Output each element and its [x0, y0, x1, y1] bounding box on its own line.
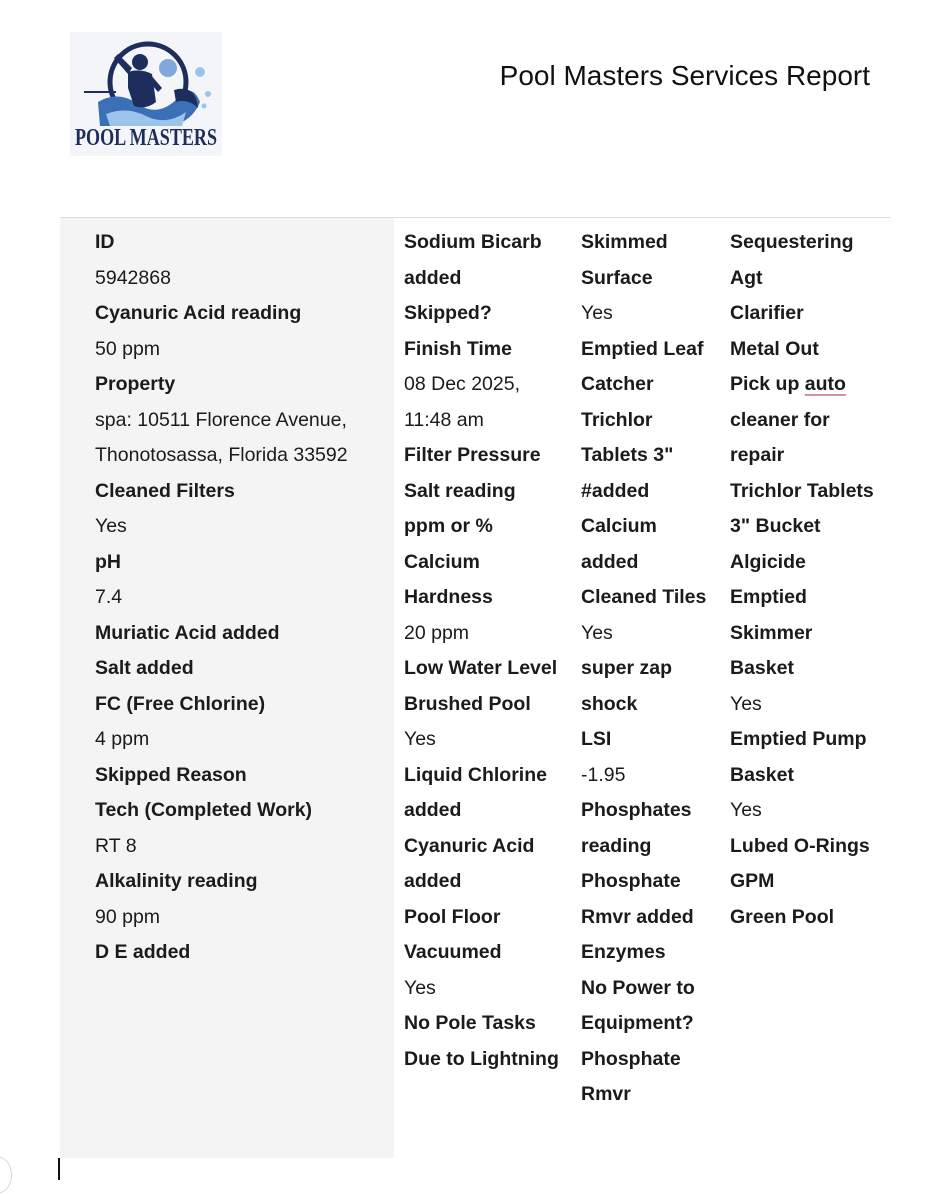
label-pick-up-text: Pick up	[730, 373, 800, 395]
label-green-pool: Green Pool	[730, 905, 835, 928]
label-trichlor-bucket-line-1: Trichlor Tablets	[730, 479, 874, 502]
label-sequestering-agt-line-1: Sequestering	[730, 231, 854, 253]
label-liquid-chlorine-line-1: Liquid Chlorine	[404, 763, 547, 786]
report-title: Pool Masters Services Report	[499, 60, 870, 91]
value-alkalinity-reading: 90 ppm	[95, 905, 161, 928]
label-salt-reading-line-1: Salt reading	[404, 479, 516, 502]
label-super-zap-shock-line-1: super zap	[581, 657, 673, 679]
label-emptied-skimmer-line-1: Emptied	[730, 586, 807, 608]
label-cyanuric-acid-reading: Cyanuric Acid reading	[95, 302, 302, 324]
label-id: ID	[95, 231, 115, 253]
label-ph: pH	[95, 550, 121, 573]
label-salt-reading-line-2: ppm or %	[404, 515, 493, 537]
label-calcium-hardness-line-1: Calcium	[404, 550, 480, 573]
label-emptied-pump-line-2: Basket	[730, 763, 794, 786]
label-skipped: Skipped?	[404, 302, 492, 324]
label-emptied-skimmer-line-3: Basket	[730, 657, 794, 679]
value-free-chlorine: 4 ppm	[95, 728, 150, 750]
value-emptied-skimmer-basket: Yes	[730, 692, 762, 715]
label-super-zap-shock-line-2: shock	[581, 692, 638, 715]
label-algicide: Algicide	[730, 550, 806, 573]
value-property-line-2: Thonotosassa, Florida 33592	[95, 444, 348, 466]
value-id: 5942868	[95, 266, 171, 289]
label-low-water-level: Low Water Level	[404, 657, 558, 679]
label-phosphates-reading-line-1: Phosphates	[581, 799, 692, 821]
label-gpm: GPM	[730, 870, 775, 892]
label-liquid-chlorine-line-2: added	[404, 799, 462, 821]
value-emptied-pump-basket: Yes	[730, 799, 762, 821]
text-cursor	[58, 1158, 60, 1180]
label-salt-added: Salt added	[95, 657, 194, 679]
label-sodium-bicarb-line-1: Sodium Bicarb	[404, 231, 542, 253]
label-trichlor-tablets-line-3: #added	[581, 479, 650, 502]
value-lsi: -1.95	[581, 763, 626, 786]
value-tech-completed-work: RT 8	[95, 834, 137, 857]
label-emptied-leaf-catcher-line-2: Catcher	[581, 373, 654, 395]
label-pool-floor-vacuumed-line-1: Pool Floor	[404, 905, 501, 928]
label-no-power-line-1: No Power to	[581, 976, 695, 999]
label-enzymes: Enzymes	[581, 941, 666, 963]
label-skipped-reason: Skipped Reason	[95, 763, 247, 786]
label-pick-up-auto-cleaner-line-1	[730, 367, 874, 403]
column-1	[95, 225, 348, 971]
label-lubed-o-rings: Lubed O-Rings	[730, 834, 870, 857]
label-property: Property	[95, 373, 176, 395]
value-property-line-1: spa: 10511 Florence Avenue,	[95, 408, 347, 431]
label-lsi: LSI	[581, 728, 612, 750]
label-skimmed-surface-line-1: Skimmed	[581, 231, 668, 253]
label-tech-completed-work: Tech (Completed Work)	[95, 799, 313, 821]
label-clarifier: Clarifier	[730, 302, 804, 324]
pool-masters-logo	[70, 32, 222, 156]
value-pool-floor-vacuumed: Yes	[404, 976, 436, 999]
label-calcium-hardness-line-2: Hardness	[404, 586, 493, 608]
label-emptied-pump-line-1: Emptied Pump	[730, 728, 867, 750]
value-finish-time-date: 08 Dec 2025,	[404, 373, 521, 395]
label-muriatic-acid-added: Muriatic Acid added	[95, 621, 280, 644]
label-metal-out: Metal Out	[730, 337, 819, 360]
column-4	[730, 225, 874, 935]
label-cleaned-tiles: Cleaned Tiles	[581, 586, 707, 608]
label-finish-time: Finish Time	[404, 337, 512, 360]
label-trichlor-tablets-line-2: Tablets 3"	[581, 444, 674, 466]
label-pool-floor-vacuumed-line-2: Vacuumed	[404, 941, 502, 963]
column-2	[404, 225, 559, 1077]
label-phosphate-rmvr-line-1: Phosphate	[581, 1047, 681, 1070]
label-pick-up-auto-cleaner-line-3: repair	[730, 444, 785, 466]
label-free-chlorine: FC (Free Chlorine)	[95, 692, 266, 715]
label-pick-up-auto-cleaner-line-2: cleaner for	[730, 408, 830, 431]
label-sodium-bicarb-line-2: added	[404, 266, 462, 289]
label-calcium-added-line-1: Calcium	[581, 515, 657, 537]
label-skimmed-surface-line-2: Surface	[581, 266, 653, 289]
value-cleaned-filters: Yes	[95, 515, 127, 537]
label-trichlor-tablets-line-1: Trichlor	[581, 408, 653, 431]
label-no-pole-tasks-line-1: No Pole Tasks	[404, 1012, 536, 1034]
value-skimmed-surface: Yes	[581, 302, 613, 324]
label-alkalinity-reading: Alkalinity reading	[95, 870, 258, 892]
value-brushed-pool: Yes	[404, 728, 436, 750]
spellcheck-underlined-word: auto	[804, 373, 846, 395]
label-brushed-pool: Brushed Pool	[404, 692, 531, 715]
label-emptied-skimmer-line-2: Skimmer	[730, 621, 813, 644]
value-cyanuric-acid-reading: 50 ppm	[95, 337, 161, 360]
label-cyanuric-acid-added-line-1: Cyanuric Acid	[404, 834, 535, 857]
column-3	[581, 225, 706, 1113]
label-phosphates-reading-line-2: reading	[581, 834, 652, 857]
label-cyanuric-acid-added-line-2: added	[404, 870, 462, 892]
corner-scroll-button[interactable]	[0, 1157, 12, 1193]
label-no-pole-tasks-line-2: Due to Lightning	[404, 1047, 559, 1070]
label-filter-pressure: Filter Pressure	[404, 444, 541, 466]
value-ph: 7.4	[95, 586, 123, 608]
label-trichlor-bucket-line-2: 3" Bucket	[730, 515, 821, 537]
label-sequestering-agt-line-2: Agt	[730, 266, 763, 289]
label-emptied-leaf-catcher-line-1: Emptied Leaf	[581, 337, 704, 360]
value-cleaned-tiles: Yes	[581, 621, 613, 644]
label-phosphate-rmvr-line-2: Rmvr	[581, 1083, 631, 1105]
label-phosphate-rmvr-added-line-2: Rmvr added	[581, 905, 694, 928]
label-calcium-added-line-2: added	[581, 550, 639, 573]
value-finish-time-time: 11:48 am	[404, 408, 484, 431]
label-no-power-line-2: Equipment?	[581, 1012, 694, 1034]
value-calcium-hardness: 20 ppm	[404, 621, 470, 644]
label-de-added: D E added	[95, 941, 191, 963]
label-phosphate-rmvr-added-line-1: Phosphate	[581, 870, 681, 892]
label-cleaned-filters: Cleaned Filters	[95, 479, 235, 502]
svg-text:POOL MASTERS: POOL MASTERS	[75, 125, 217, 151]
